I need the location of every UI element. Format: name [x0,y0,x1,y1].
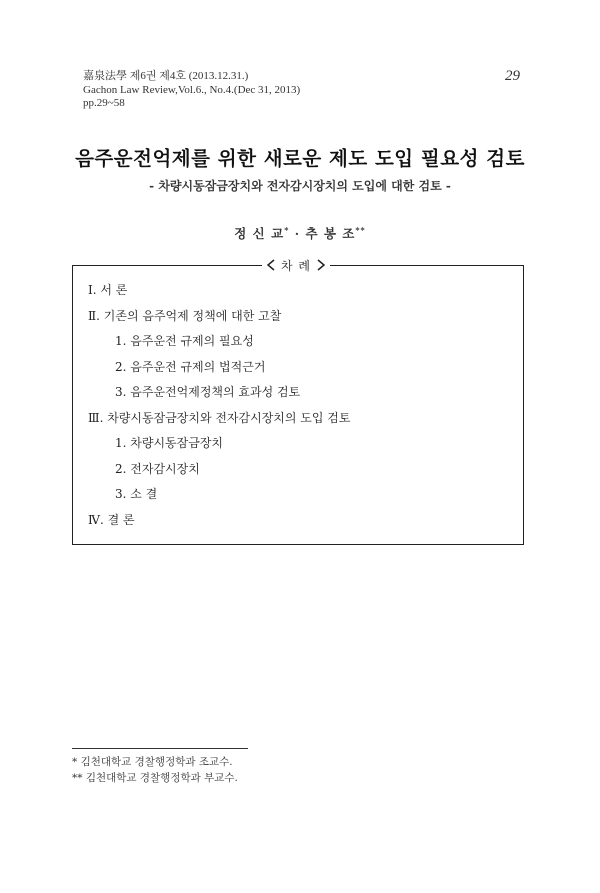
footnote-mark: * [72,756,78,768]
toc-item: 2. 전자감시장치 [115,461,200,476]
page-title: 음주운전억제를 위한 새로운 제도 도입 필요성 검토 [75,147,525,170]
toc-item: 2. 음주운전 규제의 법적근거 [115,359,266,374]
page-number: 29 [505,68,520,84]
footnote [72,770,238,785]
footnote-mark: ** [72,772,83,784]
journal-header-line: Gachon Law Review,Vol.6., No.4.(Dec 31, 2013) [83,83,301,96]
toc-divider [330,265,524,266]
authors [0,224,600,242]
footnote [72,754,233,769]
toc-item: 3. 음주운전억제정책의 효과성 검토 [115,385,301,399]
left-angle-icon [266,259,276,271]
footnote-text: 김천대학교 경찰행정학과 부교수. [85,772,238,784]
toc-item: Ⅳ. 결 론 [88,512,135,527]
author-name: 추 봉 조 [305,226,356,241]
toc-item: 1. 음주운전 규제의 필요성 [115,334,254,348]
journal-header-line: pp.29~58 [83,97,125,109]
footnote-text: 김천대학교 경찰행정학과 조교수. [80,756,233,768]
toc-item: Ⅱ. 기존의 음주억제 정책에 대한 고찰 [88,308,282,323]
right-angle-icon [316,259,326,271]
toc-item: 3. 소 결 [115,487,158,501]
page-subtitle: - 차량시동잠금장치와 전자감시장치의 도입에 대한 검토 - [149,179,451,193]
footnote-divider [72,748,248,749]
toc-title [260,257,332,274]
journal-header [83,70,300,111]
author-separator: · [289,226,306,241]
author-mark: * [284,224,290,235]
toc-divider [72,265,262,266]
toc-title-label: 차 례 [281,259,311,273]
author-name: 정 신 교 [234,226,285,241]
toc-item: 1. 차량시동잠금장치 [115,436,224,450]
author-mark: ** [355,224,366,235]
toc-item: Ⅲ. 차량시동잠금장치와 전자감시장치의 도입 검토 [88,410,351,425]
journal-header-line: 嘉泉法學 제6권 제4호 (2013.12.31.) [83,70,249,82]
toc-item: Ⅰ. 서 론 [88,283,128,297]
toc-list [88,283,351,538]
